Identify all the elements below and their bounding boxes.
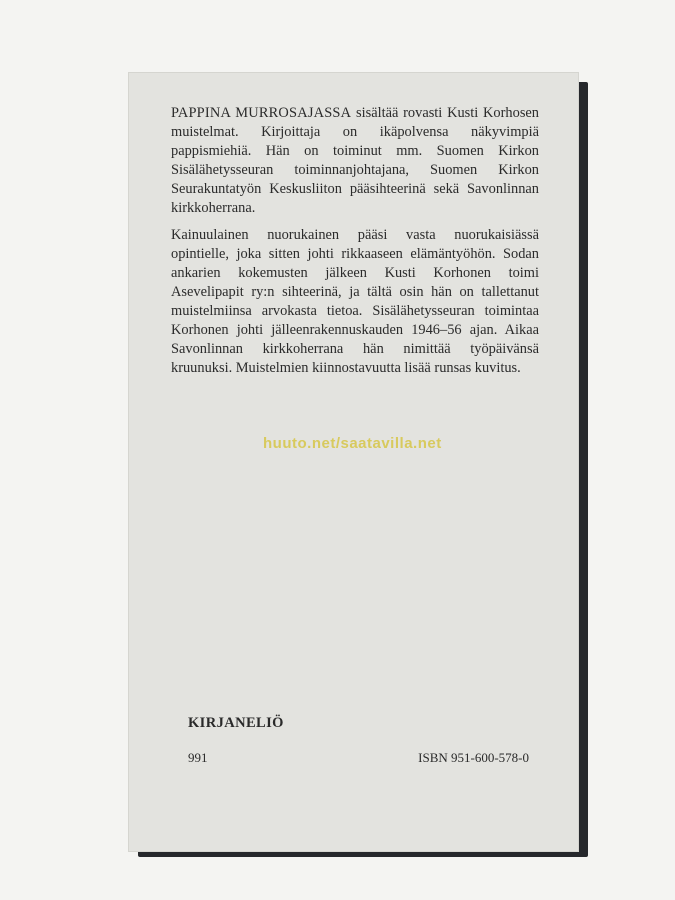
book-back-cover — [128, 72, 579, 852]
blurb-paragraph-1 — [171, 104, 539, 218]
isbn: ISBN 951-600-578-0 — [418, 750, 529, 765]
watermark: huuto.net/saatavilla.net — [263, 435, 442, 452]
blurb-paragraph-2: Kainuulainen nuorukainen pääsi vasta nuorukaisiässä opintielle, joka sitten johti rikkaaseen elämäntyöhön. Sodan ankarien kokemusten jälkeen Kusti Korhonen toimi Asevelipapit ry:n sihteerinä, ja tältä osin hän on tallettanut muistelmiinsa arvokasta tietoa. Sisälähetysseuran toimintaa Korhonen johti jälleenrakennuskauden 1946–56 ajan. Aikaa Savonlinnan kirkkoherrana hän nimittää työpäivänsä kruunuksi. Muistelmien kiinnostavuutta lisää runsas kuvitus. — [171, 227, 539, 376]
blurb-paragraph-1-text: sisältää rovasti Kusti Korhosen muistelmat. Kirjoittaja on ikäpolvensa näkyvimpiä pappismiehiä. Hän on toiminut mm. Suomen Kirkon Sisälähetysseuran toiminnanjohtajana, Suomen Kirkon Seurakuntatyön Keskusliiton pääsihteerinä sekä Savonlinnan kirkkoherrana. — [171, 105, 539, 216]
book-title-caps: PAPPINA MURROSAJASSA — [171, 105, 352, 121]
blurb-text — [171, 104, 539, 378]
series-number: 991 — [188, 750, 208, 765]
publisher-name: KIRJANELIÖ — [188, 715, 284, 731]
